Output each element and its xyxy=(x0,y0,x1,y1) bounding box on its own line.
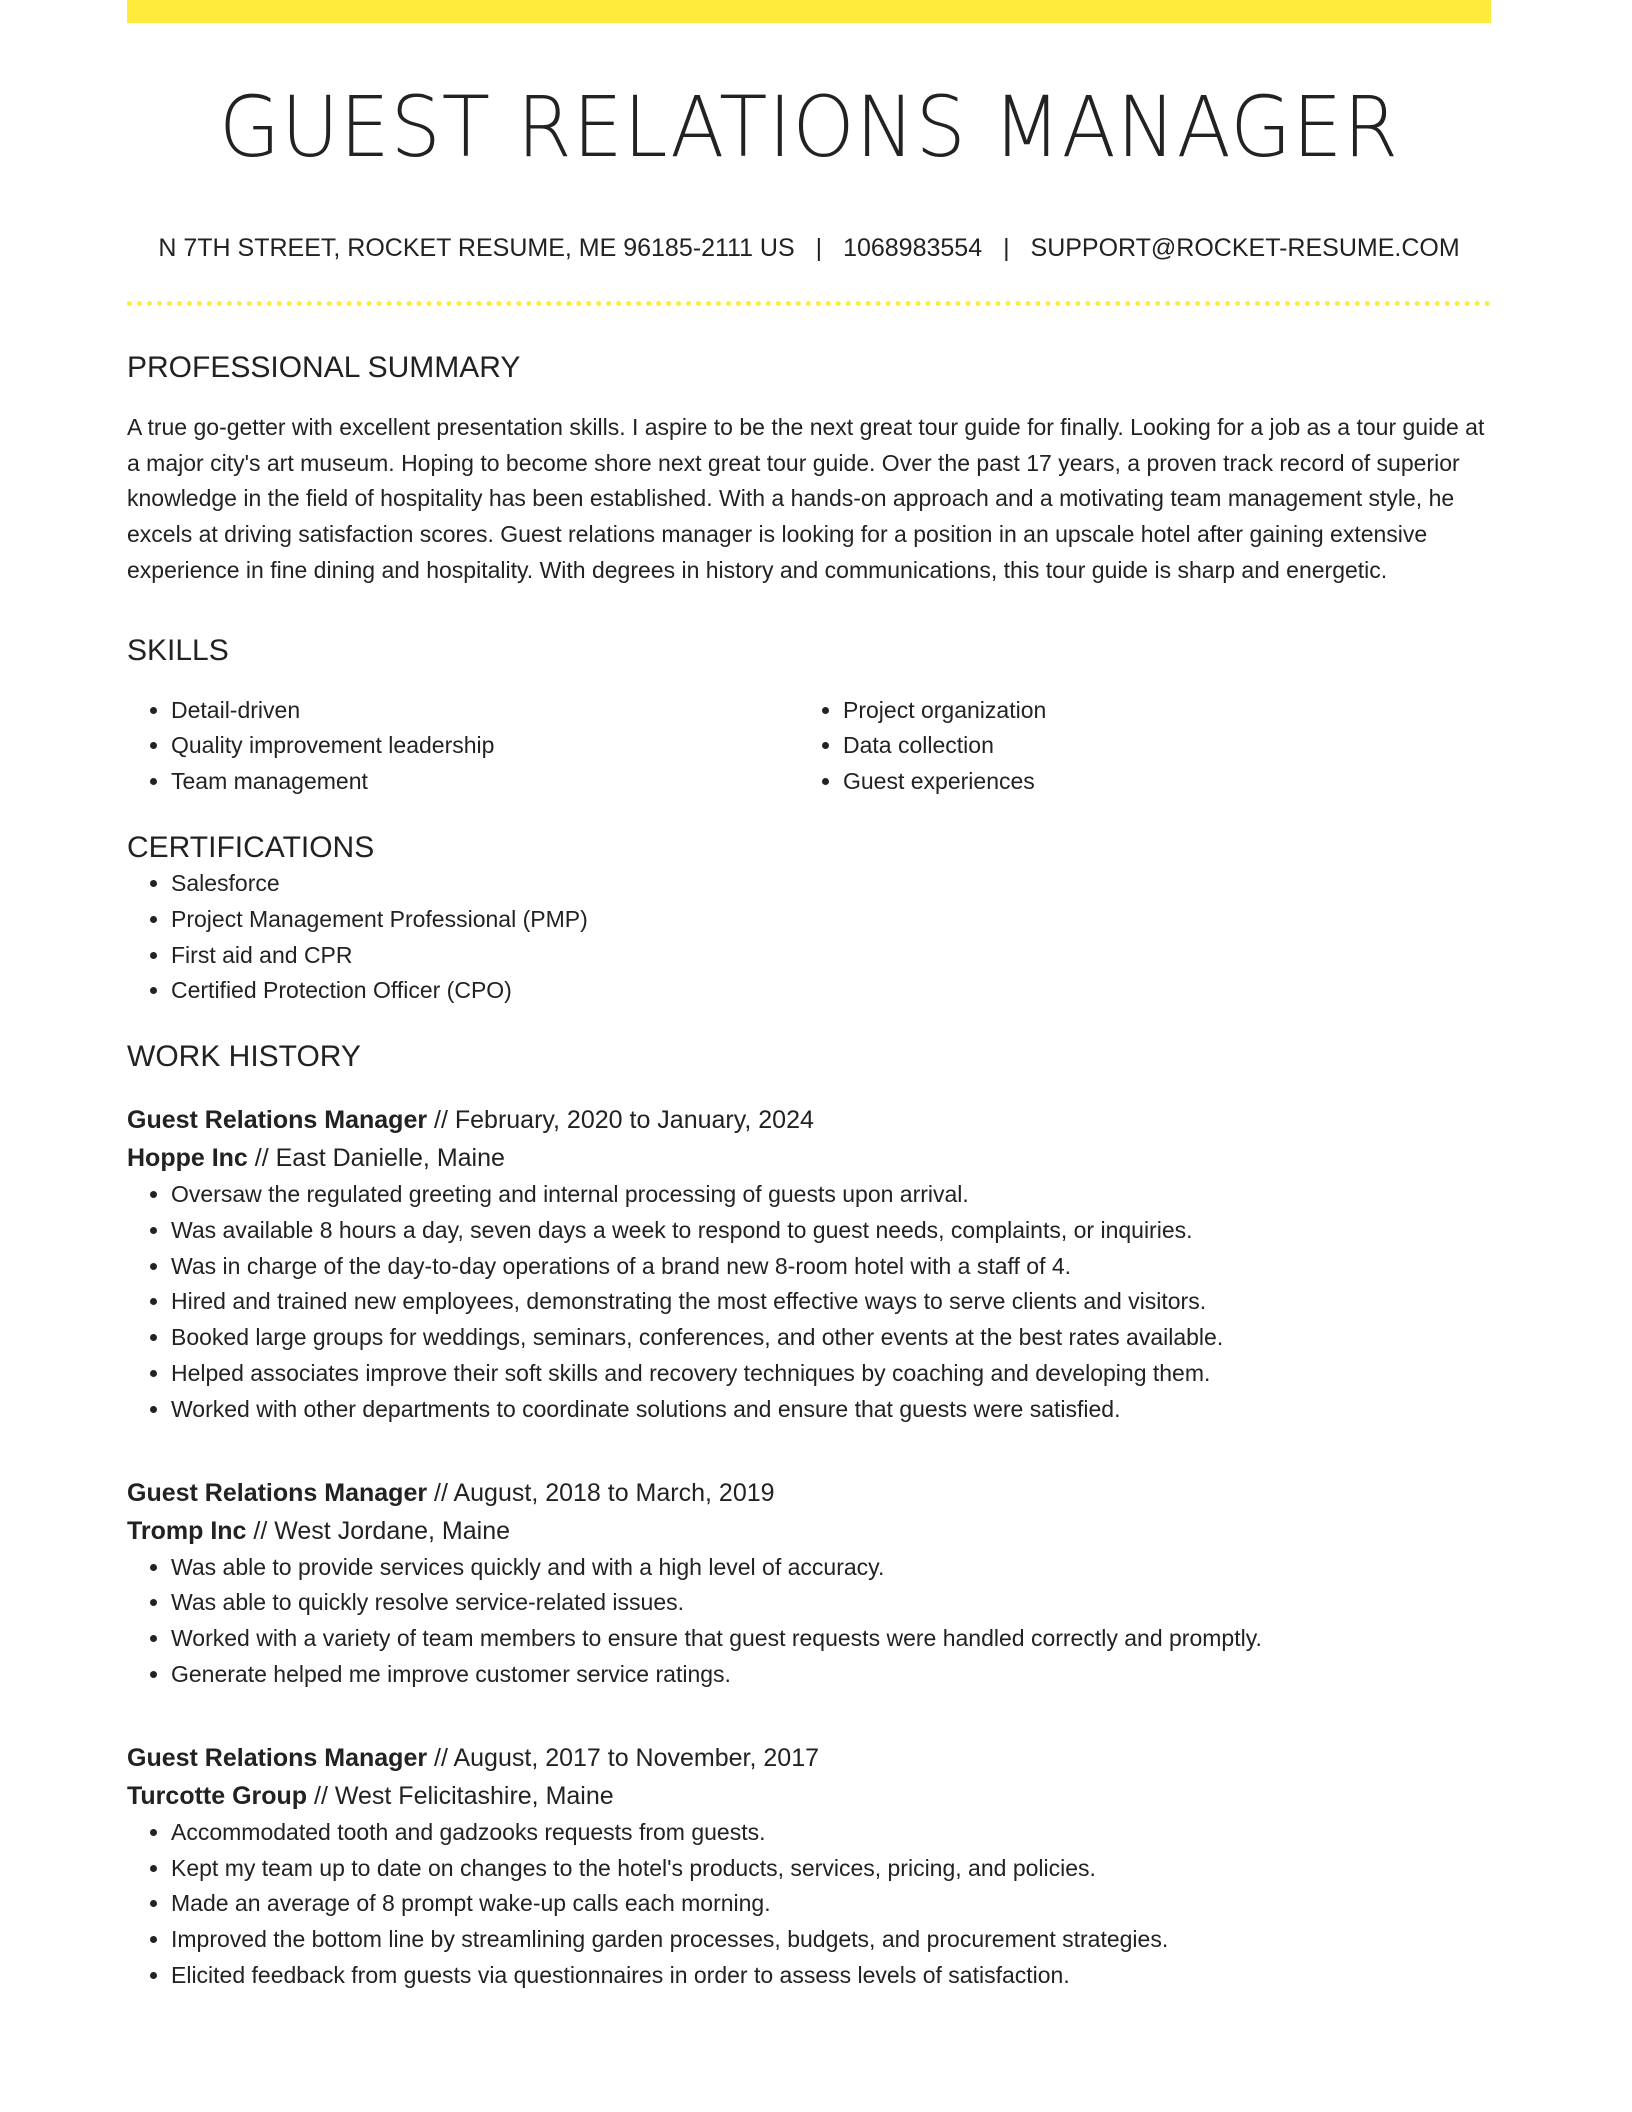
certification-item: • Certified Protection Officer (CPO) xyxy=(171,973,1491,1009)
contact-email: SUPPORT@ROCKET-RESUME.COM xyxy=(1030,234,1460,262)
job-duty: • Elicited feedback from guests via questionnaires in order to assess levels of satisfaction. xyxy=(171,1958,1491,1994)
job-duty: • Improved the bottom line by streamlining garden processes, budgets, and procurement strategies. xyxy=(171,1922,1491,1958)
skills-column-left xyxy=(127,693,799,800)
work-history-heading: WORK HISTORY xyxy=(127,1040,361,1074)
job-company-line xyxy=(127,1512,1491,1550)
job-role: Guest Relations Manager xyxy=(127,1478,428,1507)
contact-phone: 1068983554 xyxy=(843,234,983,262)
job-company: Tromp Inc xyxy=(127,1516,247,1545)
candidate-title: GUEST RELATIONS MANAGER xyxy=(218,78,1400,176)
job-company-line xyxy=(127,1777,1491,1815)
skill-item: • Detail-driven xyxy=(171,693,799,729)
job-location: // West Felicitashire, Maine xyxy=(307,1781,614,1810)
job-duty: • Was available 8 hours a day, seven days a week to respond to guest needs, complaints, or inquiries. xyxy=(171,1213,1491,1249)
resume-page xyxy=(127,0,1491,1994)
certifications-heading: CERTIFICATIONS xyxy=(127,830,375,864)
job-role-line xyxy=(127,1474,1491,1512)
contact-address: N 7TH STREET, ROCKET RESUME, ME 96185-2111 US xyxy=(158,234,795,262)
contact-line xyxy=(127,233,1491,263)
job-duty: • Worked with a variety of team members to ensure that guest requests were handled correctly and promptly. xyxy=(171,1621,1491,1657)
job-dates: // February, 2020 to January, 2024 xyxy=(427,1106,814,1135)
job-company: Hoppe Inc xyxy=(127,1144,248,1173)
skills-list-right xyxy=(799,693,1471,800)
job-duty: • Booked large groups for weddings, seminars, conferences, and other events at the best rates available. xyxy=(171,1320,1491,1356)
summary-text: A true go-getter with excellent presentation skills. I aspire to be the next great tour guide for finally. Looking for a job as a tour guide at a major city's art museum. Hoping to become shore next great tour guide. Over the past 17 years, a proven track record of superior knowledge in the field of hospitality has been established. With a hands-on approach and a motivating team management style, he excels at driving satisfaction scores. Guest relations manager is looking for a position in an upscale hotel after gaining extensive experience in fine dining and hospitality. With degrees in history and communications, this tour guide is sharp and energetic. xyxy=(127,414,1485,583)
job-duty: • Generate helped me improve customer service ratings. xyxy=(171,1657,1491,1693)
job-dates: // August, 2017 to November, 2017 xyxy=(427,1743,820,1772)
certifications-list xyxy=(127,866,1491,1009)
skills-column-right xyxy=(799,693,1471,800)
summary-heading: PROFESSIONAL SUMMARY xyxy=(127,351,521,384)
contact-separator: | xyxy=(1003,234,1010,262)
skill-item: • Project organization xyxy=(843,693,1471,729)
job-role-line xyxy=(127,1101,1491,1139)
job-company-line xyxy=(127,1139,1491,1177)
certification-item: • Project Management Professional (PMP) xyxy=(171,902,1491,938)
job-duty: • Was in charge of the day-to-day operations of a brand new 8-room hotel with a staff of 4. xyxy=(171,1249,1491,1285)
certification-item: • First aid and CPR xyxy=(171,938,1491,974)
job-location: // West Jordane, Maine xyxy=(246,1516,511,1545)
job-duties-list xyxy=(127,1177,1491,1428)
job-duty: • Was able to quickly resolve service-related issues. xyxy=(171,1585,1491,1621)
skill-item: • Data collection xyxy=(843,728,1471,764)
job-role: Guest Relations Manager xyxy=(127,1106,428,1135)
skill-item: • Quality improvement leadership xyxy=(171,728,799,764)
job-duty: • Oversaw the regulated greeting and internal processing of guests upon arrival. xyxy=(171,1177,1491,1213)
job-duties-list xyxy=(127,1550,1491,1693)
job-duty: • Made an average of 8 prompt wake-up calls each morning. xyxy=(171,1886,1491,1922)
header-divider xyxy=(127,301,1491,306)
job-entry xyxy=(127,1474,1491,1693)
job-duty: • Accommodated tooth and gadzooks requests from guests. xyxy=(171,1815,1491,1851)
job-entry xyxy=(127,1739,1491,1994)
job-duty: • Was able to provide services quickly and with a high level of accuracy. xyxy=(171,1550,1491,1586)
job-location: // East Danielle, Maine xyxy=(247,1144,505,1173)
skill-item: • Guest experiences xyxy=(843,764,1471,800)
skills-heading: SKILLS xyxy=(127,633,229,667)
skills-grid xyxy=(127,693,1491,800)
skill-item: • Team management xyxy=(171,764,799,800)
job-role: Guest Relations Manager xyxy=(127,1743,428,1772)
job-duty: • Helped associates improve their soft skills and recovery techniques by coaching and developing them. xyxy=(171,1356,1491,1392)
job-role-line xyxy=(127,1739,1491,1777)
job-duty: • Worked with other departments to coordinate solutions and ensure that guests were satisfied. xyxy=(171,1392,1491,1428)
contact-separator: | xyxy=(815,234,823,262)
certification-item: • Salesforce xyxy=(171,866,1491,902)
accent-top-bar xyxy=(127,0,1491,23)
job-duties-list xyxy=(127,1815,1491,1994)
job-company: Turcotte Group xyxy=(127,1781,308,1810)
job-entry xyxy=(127,1101,1491,1428)
job-duty: • Hired and trained new employees, demonstrating the most effective ways to serve clients and visitors. xyxy=(171,1284,1491,1320)
skills-list-left xyxy=(127,693,799,800)
job-dates: // August, 2018 to March, 2019 xyxy=(427,1478,775,1507)
job-duty: • Kept my team up to date on changes to the hotel's products, services, pricing, and policies. xyxy=(171,1851,1491,1887)
